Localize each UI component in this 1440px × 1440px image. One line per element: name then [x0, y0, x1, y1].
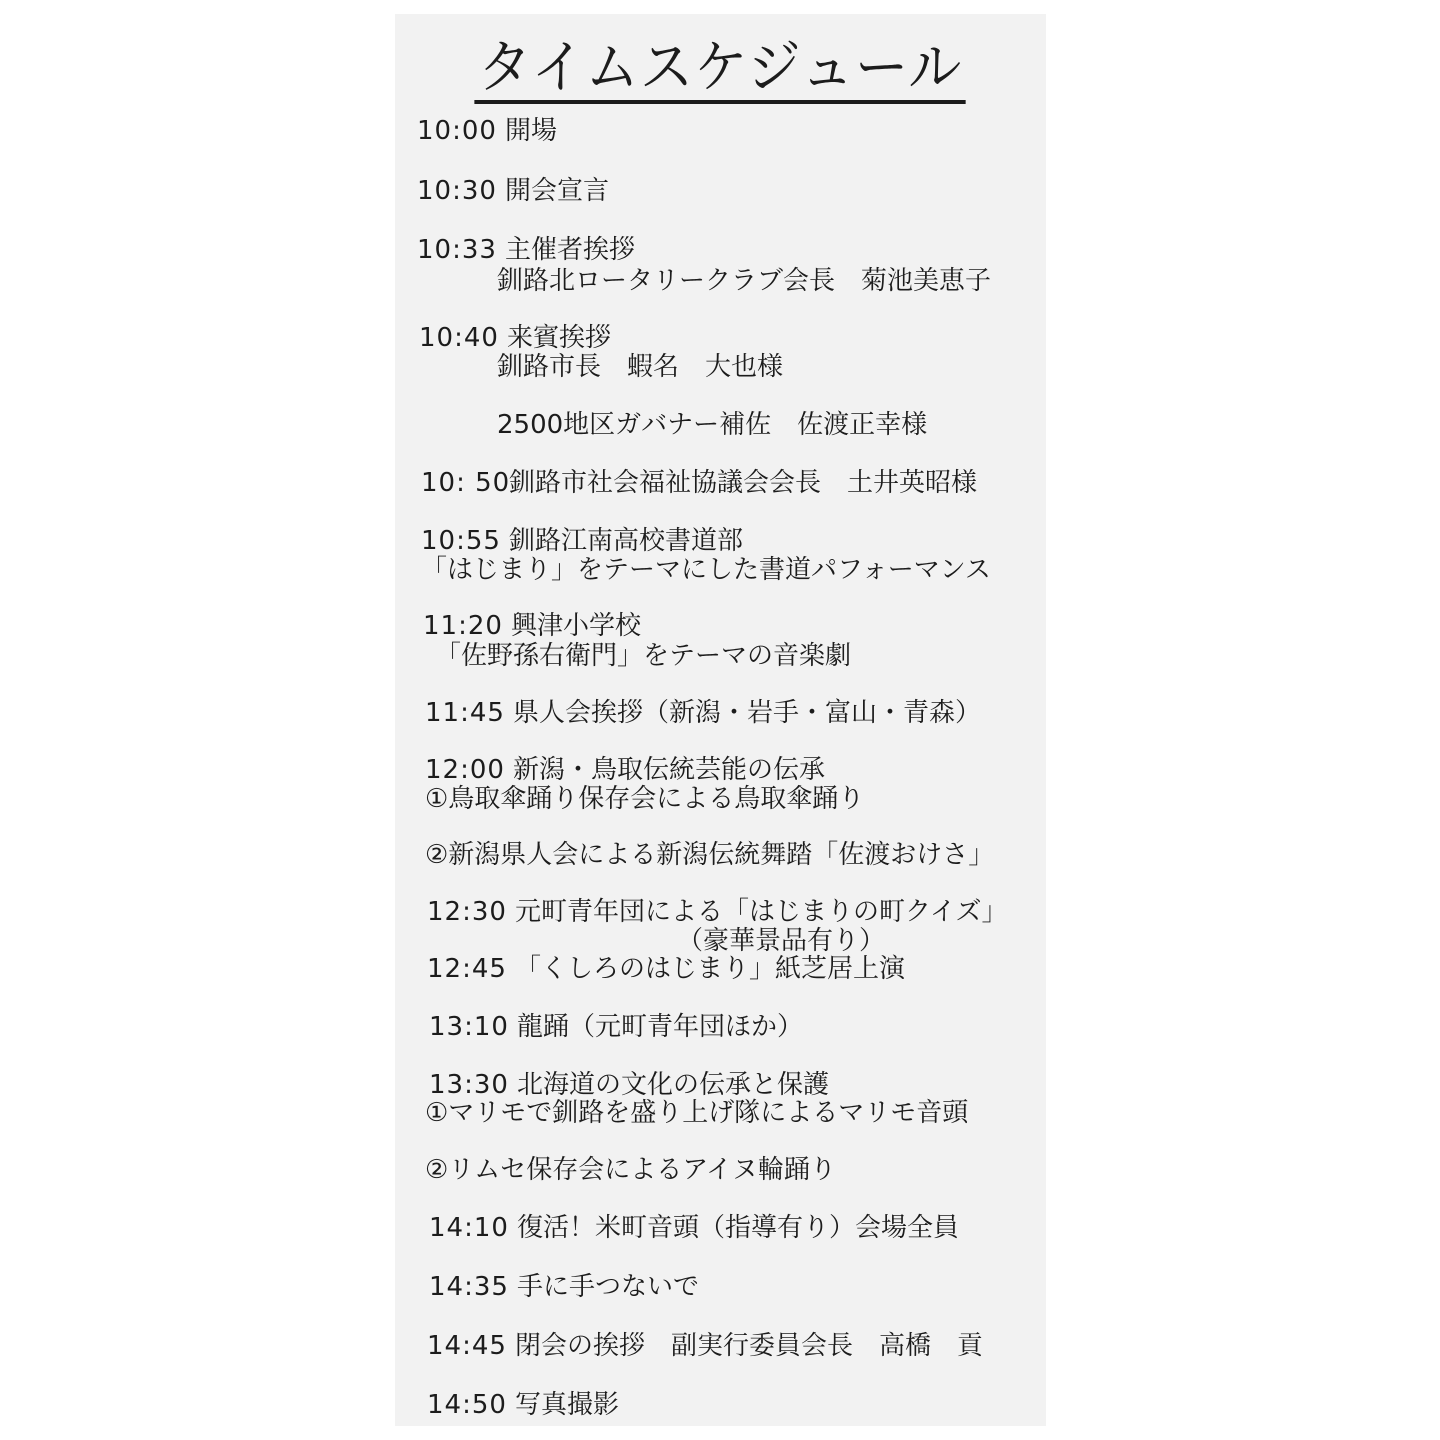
schedule-time: 11:20 — [423, 611, 503, 641]
schedule-item — [421, 468, 977, 498]
schedule-item — [429, 1012, 803, 1042]
schedule-item — [497, 410, 927, 440]
schedule-item — [417, 235, 635, 265]
schedule-time: 13:10 — [429, 1012, 509, 1042]
schedule-text: 釧路北ロータリークラブ会長 菊池美恵子 — [497, 266, 992, 296]
schedule-item — [417, 176, 609, 206]
schedule-item — [427, 897, 1007, 927]
schedule-text: 主催者挨拶 — [505, 235, 636, 265]
schedule-text: （豪華景品有り） — [677, 926, 886, 956]
schedule-item — [497, 352, 783, 382]
schedule-time: 10:00 — [417, 116, 497, 146]
schedule-text: 釧路市社会福祉協議会会長 土井英昭様 — [509, 468, 978, 498]
schedule-item — [417, 116, 557, 146]
schedule-text: 釧路江南高校書道部 — [509, 526, 744, 556]
schedule-time: 10:40 — [419, 323, 499, 353]
schedule-text: 手に手つないで — [517, 1272, 700, 1302]
schedule-list — [395, 14, 1046, 1426]
schedule-item — [427, 1331, 983, 1361]
schedule-item — [425, 1098, 968, 1128]
schedule-time: 14:10 — [429, 1213, 509, 1243]
schedule-time: 13:30 — [429, 1070, 509, 1100]
schedule-time: 12:45 — [427, 954, 507, 984]
schedule-item — [423, 611, 641, 641]
schedule-item — [427, 954, 905, 984]
schedule-item — [429, 1070, 829, 1100]
schedule-time: 14:35 — [429, 1272, 509, 1302]
schedule-item — [419, 323, 611, 353]
schedule-item — [425, 698, 981, 728]
schedule-item — [429, 1272, 699, 1302]
schedule-text: ②リムセ保存会によるアイヌ輪踊り — [425, 1155, 836, 1185]
schedule-time: 11:45 — [425, 698, 505, 728]
schedule-text: 新潟・鳥取伝統芸能の伝承 — [513, 755, 826, 785]
page-title: タイムスケジュール — [395, 36, 1046, 104]
schedule-text: 開場 — [505, 116, 558, 146]
schedule-item — [497, 266, 991, 296]
schedule-time: 10:30 — [417, 176, 497, 206]
schedule-text: 来賓挨拶 — [507, 323, 612, 353]
schedule-item — [427, 1390, 619, 1420]
schedule-item — [425, 755, 825, 785]
schedule-text: 県人会挨拶（新潟・岩手・富山・青森） — [513, 698, 982, 728]
schedule-text: 釧路市長 蝦名 大也様 — [497, 352, 784, 382]
schedule-item — [425, 784, 864, 814]
schedule-item — [435, 641, 851, 671]
schedule-text: 興津小学校 — [511, 611, 642, 641]
schedule-item — [421, 526, 743, 556]
schedule-item — [425, 840, 994, 870]
schedule-text: 2500地区ガバナー補佐 佐渡正幸様 — [497, 410, 928, 440]
schedule-item — [677, 926, 885, 956]
schedule-text: 北海道の文化の伝承と保護 — [517, 1070, 830, 1100]
schedule-text: 「くしろのはじまり」紙芝居上演 — [515, 954, 906, 984]
schedule-text: 元町青年団による「はじまりの町クイズ」 — [515, 897, 1008, 927]
schedule-item — [421, 555, 991, 585]
schedule-text: ②新潟県人会による新潟伝統舞踏「佐渡おけさ」 — [425, 840, 995, 870]
schedule-time: 14:50 — [427, 1390, 507, 1420]
schedule-time: 10: 50 — [421, 468, 511, 498]
schedule-time: 14:45 — [427, 1331, 507, 1361]
schedule-time: 12:00 — [425, 755, 505, 785]
schedule-time: 12:30 — [427, 897, 507, 927]
schedule-text: 閉会の挨拶 副実行委員会長 高橋 貢 — [515, 1331, 984, 1361]
schedule-text: ①マリモで釧路を盛り上げ隊によるマリモ音頭 — [425, 1098, 969, 1128]
schedule-text: 写真撮影 — [515, 1390, 620, 1420]
schedule-item — [425, 1155, 836, 1185]
schedule-text: 龍踊（元町青年団ほか） — [517, 1012, 804, 1042]
schedule-text: 「はじまり」をテーマにした書道パフォーマンス — [421, 555, 991, 585]
schedule-text: 開会宣言 — [505, 176, 610, 206]
schedule-text: 復活！米町音頭（指導有り）会場全員 — [517, 1213, 960, 1243]
schedule-sheet — [395, 14, 1046, 1426]
schedule-item — [429, 1213, 959, 1243]
schedule-time: 10:55 — [421, 526, 501, 556]
schedule-text: ①鳥取傘踊り保存会による鳥取傘踊り — [425, 784, 865, 814]
schedule-time: 10:33 — [417, 235, 497, 265]
schedule-text: 「佐野孫右衛門」をテーマの音楽劇 — [435, 641, 852, 671]
